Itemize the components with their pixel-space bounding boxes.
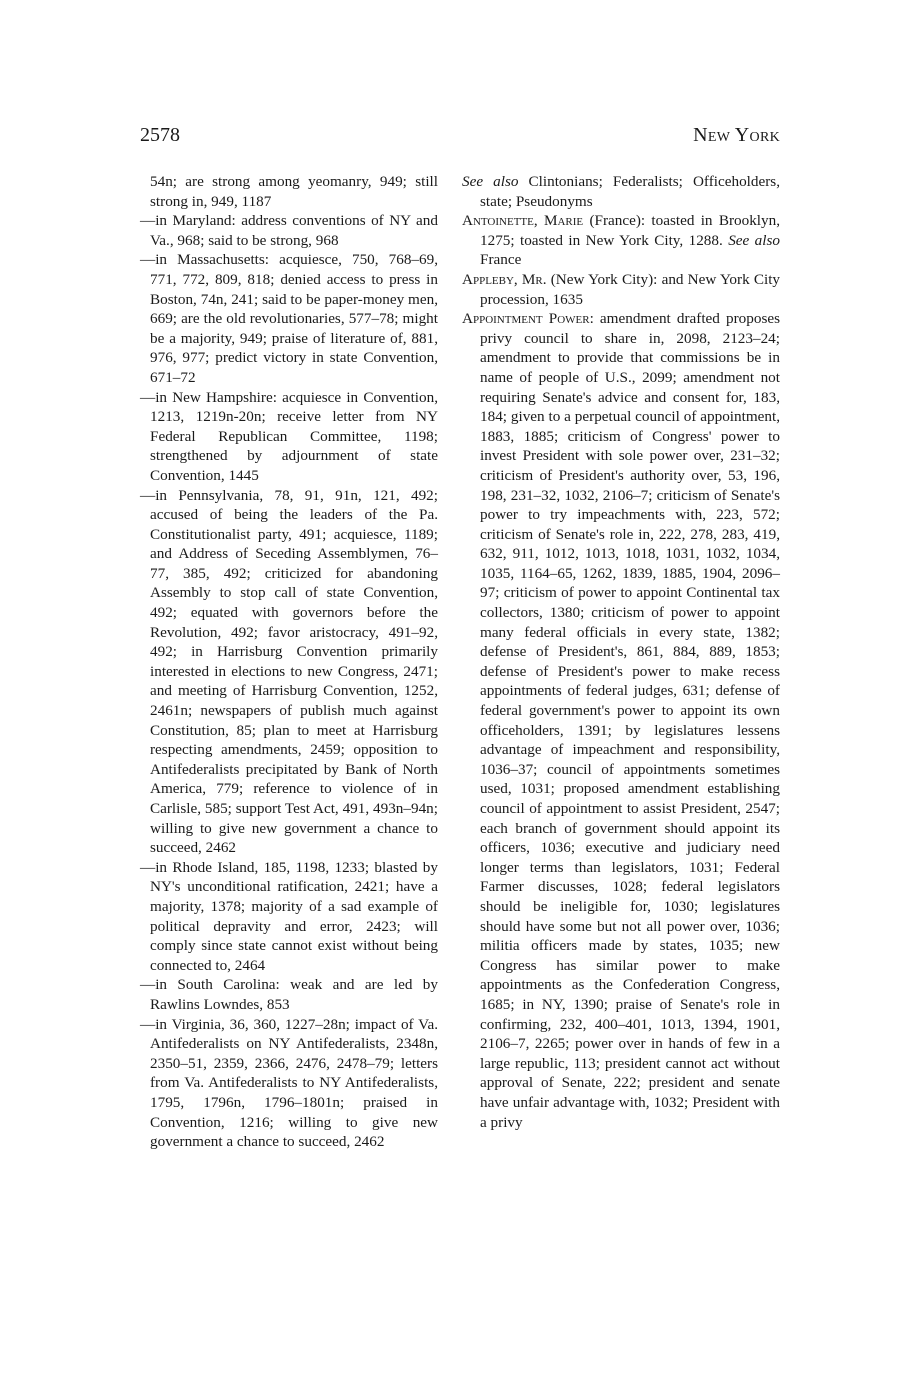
see-also-label: See also (462, 173, 519, 190)
subentry-virginia: —in Virginia, 36, 360, 1227–28n; impact of Va. Antifederalists on NY Antifederalists, 2348n, 2350–51, 2359, 2366, 2476, 2478–79; letters from Va. Antifederalists to NY Antifederalists, 1795, 1796n, 1796–1801n; praised in Convention, 1216; willing to give new government a chance to succeed, 2462 (140, 1015, 438, 1151)
subentry-pennsylvania: —in Pennsylvania, 78, 91, 91n, 121, 492; accused of being the leaders of the Pa. Constitutionalist party, 491; acquiesce, 1189; and Address of Seceding Assemblymen, 76–77, 385, 492; criticized for abandoning Assembly to stop call of state Convention, 492; equated with governors before the Revolution, 492; favor aristocracy, 491–92, 492; in Harrisburg Convention primarily interested in elections to new Congress, 2471; and meeting of Harrisburg Convention, 1252, 2461n; newspapers of publish much against Constitution, 85; plan to meet at Harrisburg respecting amendments, 2459; opposition to Antifederalists precipitated by Bank of North America, 779; reference to violence of in Carlisle, 585; support Test Act, 491, 493n–94n; willing to give new government a chance to succeed, 2462 (140, 486, 438, 857)
subentry-south-carolina: —in South Carolina: weak and are led by Rawlins Lowndes, 853 (140, 976, 438, 1013)
see-also-line (462, 172, 780, 211)
index-entry-appleby (462, 270, 780, 309)
subentry-maryland: —in Maryland: address conventions of NY and Va., 968; said to be strong, 968 (140, 212, 438, 249)
entry-text: (New York City): and New York City procession, 1635 (480, 270, 781, 308)
see-also-text: Clintonians; Federalists; Officeholders, state; Pseudonyms (480, 173, 780, 210)
subentry-new-hampshire: —in New Hampshire: acquiesce in Convention, 1213, 1219n-20n; receive letter from NY Federal Republican Committee, 1198; strengthened by adjournment of state Convention, 1445 (140, 388, 438, 484)
index-entry-antoinette (462, 211, 780, 270)
entry-text: : amendment drafted proposes privy council to share in, 2098, 2123–24; amendment to provide that commissions be in name of people of U.S., 2099; amendment not requiring Senate's advice and consent for, 183, 184; given to a perpetual council of appointment, 1883, 1885; criticism of Congress' power to invest President with sole power over, 231–32; criticism of President's authority over, 53, 196, 198, 231–32, 1032, 2106–7; criticism of Senate's power to try impeachments with, 223, 572; criticism of Senate's role in, 222, 278, 283, 419, 632, 911, 1012, 1013, 1018, 1031, 1032, 1034, 1035, 1164–65, 1262, 1839, 1885, 1904, 2096–97; criticism of power to appoint Continental tax collectors, 1380; criticism of power to appoint many federal officials in every state, 1382; defense of President's, 861, 884, 889, 1853; defense of President's power to make recess appointments of federal judges, 631; defense of federal government's power to appoint its own officeholders, 1391; by legislatures lessens advantage of impeachment and responsibility, 1036–37; council of appointments sometimes used, 1031; proposed amendment establishing council of appointment to assist President, 2547; each branch of government should appoint its officers, 1036; executive and judiciary need longer terms than legislators, 1031; Federal Farmer discusses, 1028; federal legislators should be ineligible for, 1030; legislatures should have some but not all power over, 1036; militia officers made by states, 1035; new Congress has similar power to make appointments as the Confederation Congress, 1685; in NY, 1390; praise of Senate's role in confirming, 232, 400–401, 1013, 1394, 1901, 2106–7, 2265; power over in hands of few in a large republic, 113; president cannot act without approval of Senate, 222; president and senate have unfair advantage with, 1032; President with a privy (480, 310, 781, 1131)
entry-heading: Appleby, Mr. (462, 270, 547, 288)
entry-text: (France): toasted in Brooklyn, 1275; toasted in New York City, 1288. (480, 212, 780, 249)
page-header (140, 124, 780, 150)
subentry-rhode-island: —in Rhode Island, 185, 1198, 1233; blasted by NY's unconditional ratification, 2421; have a majority, 1378; majority of a sad example of political depravity and error, 2423; will comply since state cannot exist without being connected to, 2464 (140, 858, 438, 974)
right-column (462, 172, 780, 1132)
continuation-text: 54n; are strong among yeomanry, 949; still strong in, 949, 1187 (150, 173, 438, 210)
see-also-text: France (480, 251, 522, 269)
running-head: New York (693, 124, 780, 146)
entry-heading: Appointment Power (462, 310, 590, 328)
left-column (140, 172, 438, 1152)
index-entry-appointment-power (462, 309, 780, 1132)
subentry-massachusetts: —in Massachusetts: acquiesce, 750, 768–69, 771, 772, 809, 818; denied access to press in Boston, 74n, 241; said to be paper-money men, 669; are the old revolutionaries, 577–78; might be a majority, 949; praise of literature of, 881, 976, 977; predict victory in state Convention, 671–72 (140, 251, 438, 386)
see-also-label: See also (728, 231, 780, 249)
entry-heading: Antoinette, Marie (462, 212, 584, 230)
page-number: 2578 (140, 124, 180, 146)
